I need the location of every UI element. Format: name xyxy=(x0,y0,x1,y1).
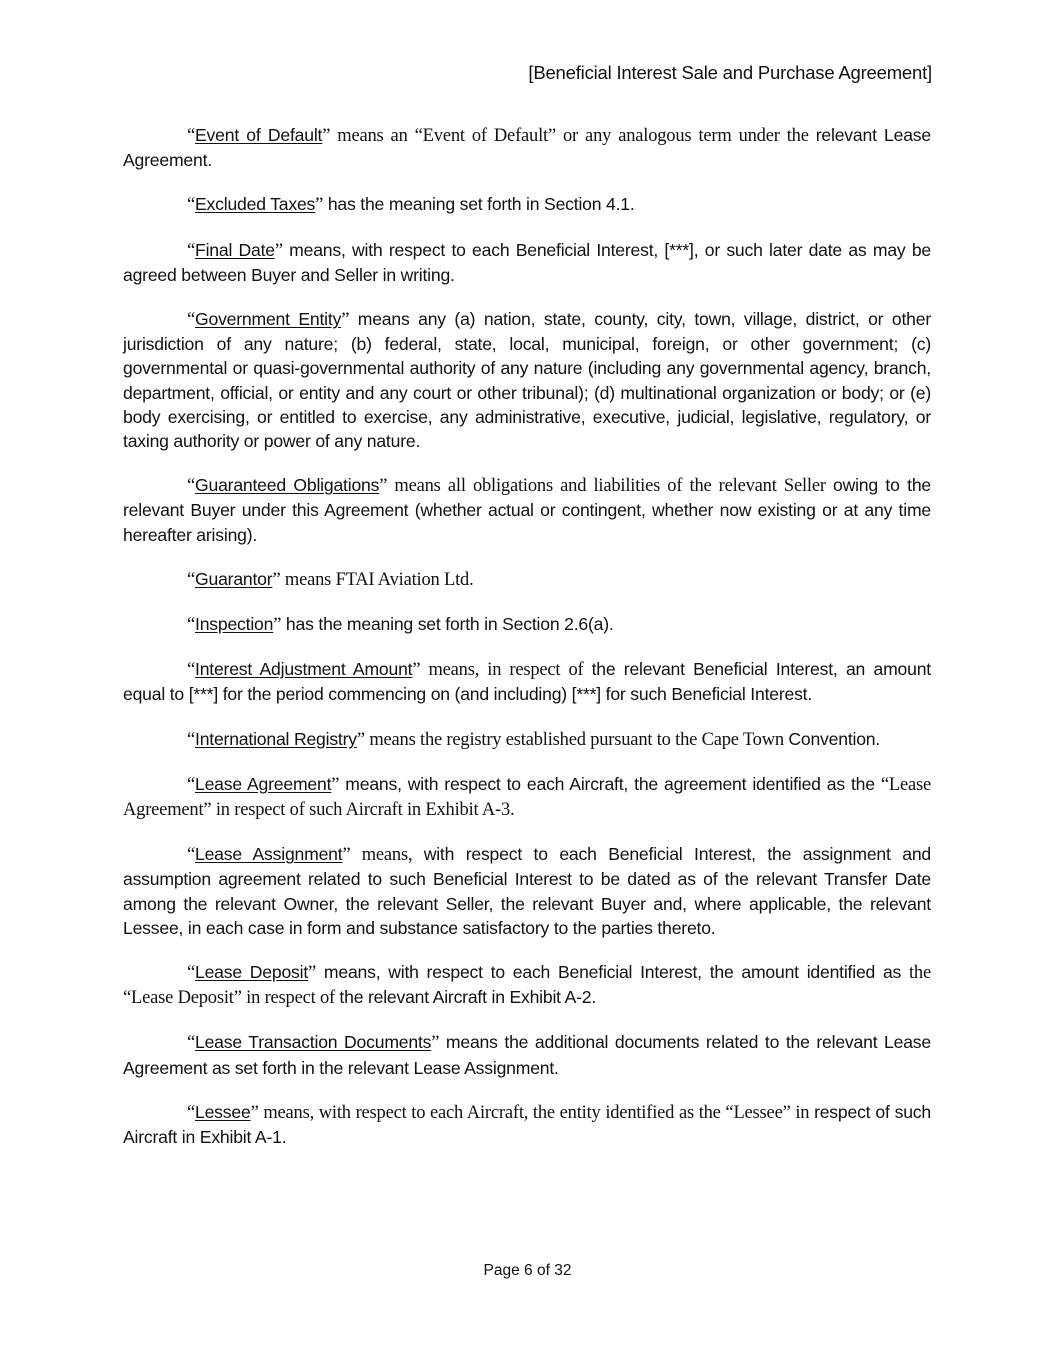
definition-text: means the registry established pursuant to the Cape Town xyxy=(364,729,789,750)
definition-text: means all obligations and liabilities of the relevant Seller xyxy=(387,476,833,497)
definition-text: means FTAI Aviation Ltd. xyxy=(280,569,474,590)
definition-lessee: “Lessee” means, with respect to each Aircraft, the entity identified as the “Lessee” in respect of such Aircraft in Exhibit A-1. xyxy=(123,1101,931,1148)
defined-term: Guarantor xyxy=(195,568,273,589)
definition-text: relevant Lease Agreement. xyxy=(123,125,931,171)
definition-text: has the meaning set forth in Section 4.1. xyxy=(323,194,635,215)
definition-text: the relevant Aircraft in Exhibit A-2. xyxy=(339,987,597,1008)
defined-term: Lease Agreement xyxy=(195,773,332,794)
defined-term: Lease Transaction Documents xyxy=(195,1032,432,1053)
definition-text: means any (a) nation, state, county, city, town, village, district, or other jurisdiction of any nature; (b) federal, state, local, municipal, foreign, or other government; (c) governmental or quasi-governmental authority of any nature (including any governmental agency, branch, department, official, or entity and any court or other tribunal); (d) multinational organization or body; or (e) body exercising, or entitled to exercise, any administrative, executive, judicial, legislative, regulatory, or taxing authority or power of any nature. xyxy=(123,309,931,452)
definition-text: means, xyxy=(350,845,424,866)
definition-text: means the additional documents related to the relevant Lease Agreement as set forth in the relevant Lease Assignment. xyxy=(123,1032,931,1078)
definition-text: means, with respect to each Beneficial Interest, [***], or such later date as may be agreed between Buyer and Seller in writing. xyxy=(123,239,931,285)
defined-term: Lease Assignment xyxy=(195,844,343,865)
definition-international-registry: “International Registry” means the registry established pursuant to the Cape Town Convention. xyxy=(187,728,881,750)
definition-lease-transaction-documents: “Lease Transaction Documents” means the additional documents related to the relevant Lease Agreement as set forth in the relevant Lease Assignment. xyxy=(123,1032,931,1078)
definition-text: the relevant Beneficial Interest, an amount equal to [***] for the period commencing on (and including) [***] for such Beneficial Interest. xyxy=(123,659,931,705)
definition-text: with respect to each Beneficial Interest, the assignment and assumption agreement related to such Beneficial Interest to be dated as of the relevant Transfer Date among the relevant Owner, the relevant Seller, the relevant Buyer and, where applicable, the relevant Lessee, in each case in form and substance satisfactory to the parties thereto. xyxy=(123,844,931,938)
definition-text: means, with respect to each Beneficial Interest, the amount identified as xyxy=(316,962,909,983)
defined-term: Final Date xyxy=(195,239,275,260)
definition-text: Convention. xyxy=(788,728,881,749)
defined-term: Interest Adjustment Amount xyxy=(195,659,413,680)
definition-event-of-default: “Event of Default” means an “Event of Default” or any analogous term under the relevant Lease Agreement. xyxy=(123,125,931,171)
definition-guarantor: “Guarantor” means FTAI Aviation Ltd. xyxy=(187,568,474,590)
definition-text: owing to the relevant Buyer under this Agreement (whether actual or contingent, whether now existing or at any time hereafter arising). xyxy=(123,475,932,545)
definition-guaranteed-obligations: “Guaranteed Obligations” means all obligations and liabilities of the relevant Seller owing to the relevant Buyer under this Agreement (whether actual or contingent, whether now existing or at any time hereafter arising). xyxy=(123,475,932,545)
definition-inspection: “Inspection” has the meaning set forth in Section 2.6(a). xyxy=(187,614,614,636)
definition-text: respect of such Aircraft in Exhibit A-1. xyxy=(123,1101,931,1148)
defined-term: Lease Deposit xyxy=(195,962,309,983)
definition-text: the “Lease Deposit” in respect of xyxy=(123,963,931,1009)
definition-text: means, with respect to each Aircraft, the entity identified as the “Lessee” in xyxy=(258,1102,815,1123)
definition-lease-deposit: “Lease Deposit” means, with respect to each Beneficial Interest, the amount identified as the “Lease Deposit” in respect of the relevant Aircraft in Exhibit A-2. xyxy=(123,962,931,1009)
definition-final-date: “Final Date” means, with respect to each Beneficial Interest, [***], or such later date as may be agreed between Buyer and Seller in writing. xyxy=(123,239,931,285)
page-header: [Beneficial Interest Sale and Purchase Agreement] xyxy=(528,62,932,83)
defined-term: Government Entity xyxy=(195,309,342,330)
definition-text: “Lease Agreement” in respect of such Aircraft in Exhibit A-3. xyxy=(123,774,931,821)
definition-excluded-taxes: “Excluded Taxes” has the meaning set forth in Section 4.1. xyxy=(187,194,635,216)
definition-interest-adjustment-amount: “Interest Adjustment Amount” means, in respect of the relevant Beneficial Interest, an amount equal to [***] for the period commencing on (and including) [***] for such Beneficial Interest. xyxy=(123,659,931,705)
defined-term: Inspection xyxy=(195,614,274,635)
definition-text: means, with respect to each Aircraft, the agreement identified as the xyxy=(339,773,881,794)
defined-term: International Registry xyxy=(195,728,357,749)
defined-term: Event of Default xyxy=(195,125,323,145)
page-number: Page 6 of 32 xyxy=(483,1262,572,1279)
definition-lease-assignment: “Lease Assignment” means, with respect to each Beneficial Interest, the assignment and assumption agreement related to such Beneficial Interest to be dated as of the relevant Transfer Date among the relevant Owner, the relevant Seller, the relevant Buyer and, where applicable, the relevant Lessee, in each case in form and substance satisfactory to the parties thereto. xyxy=(123,844,931,938)
definition-lease-agreement: “Lease Agreement” means, with respect to each Aircraft, the agreement identified as the “Lease Agreement” in respect of such Aircraft in Exhibit A-3. xyxy=(123,773,931,821)
definition-text: means an “Event of Default” or any analogous term under the xyxy=(330,126,816,146)
defined-term: Guaranteed Obligations xyxy=(195,475,380,496)
definition-text: has the meaning set forth in Section 2.6(a). xyxy=(281,614,614,635)
defined-term: Excluded Taxes xyxy=(195,194,316,215)
definition-government-entity: “Government Entity” means any (a) nation, state, county, city, town, village, district, or other jurisdiction of any nature; (b) federal, state, local, municipal, foreign, or other government; (c) governmental or quasi-governmental authority of any nature (including any governmental agency, branch, department, official, or entity and any court or other tribunal); (d) multinational organization or body; or (e) body exercising, or entitled to exercise, any administrative, executive, judicial, legislative, regulatory, or taxing authority or power of any nature. xyxy=(123,309,931,452)
definition-text: means, in respect of xyxy=(420,660,592,681)
definitions-section xyxy=(123,123,931,1169)
defined-term: Lessee xyxy=(195,1101,251,1122)
